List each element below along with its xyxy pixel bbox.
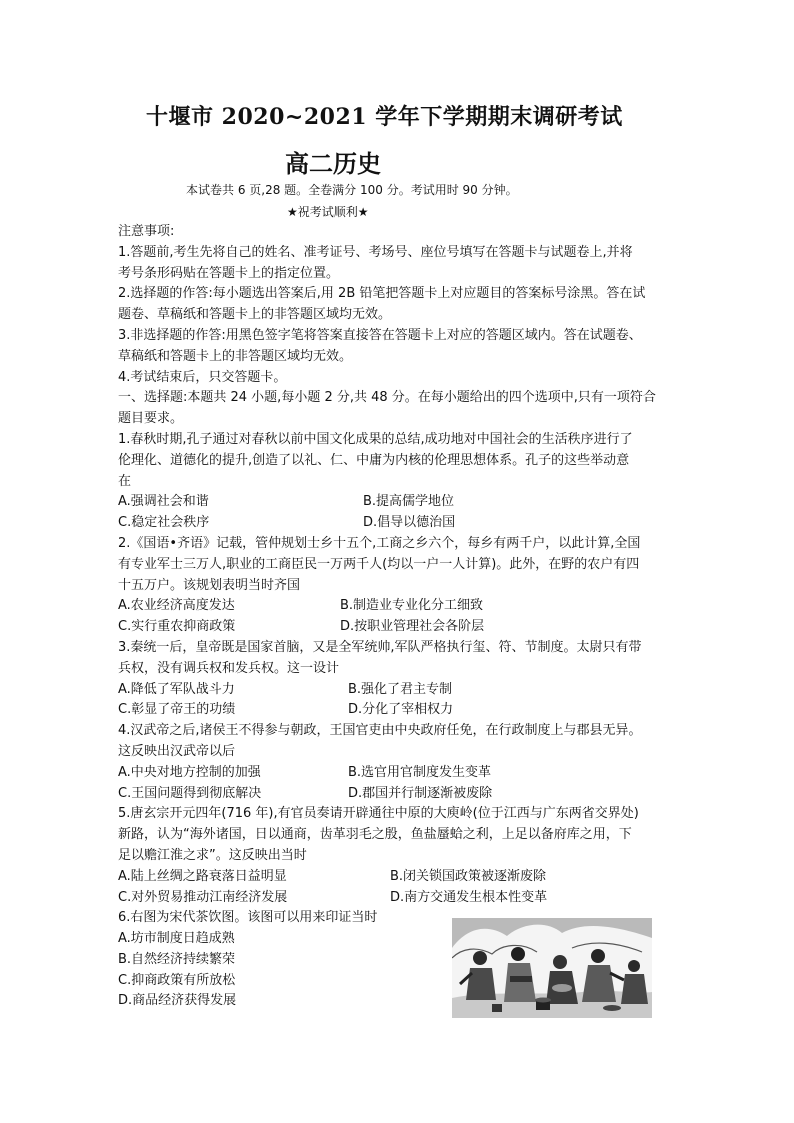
question-2-stem: 有专业军士三万人,职业的工商臣民一万两千人(均以一户一人计算)。此外，在野的农户有四 [118, 556, 640, 572]
question-5-stem: 新路，认为“海外诸国，日以通商，齿革羽毛之殷，鱼盐蜃蛤之利，上足以备府库之用，下 [118, 827, 632, 843]
question-3-options-row [118, 700, 678, 721]
question-4-options-row [118, 763, 678, 784]
question-4-option-d[interactable]: D.郡国并行制逐渐被废除 [348, 785, 493, 801]
question-6-option-b[interactable]: B.自然经济持续繁荣 [118, 951, 236, 967]
question-1-options-row [118, 513, 678, 534]
exam-info: 本试卷共 6 页,28 题。全卷满分 100 分。考试用时 90 分钟。 [186, 183, 518, 197]
question-1-stem: 在 [118, 473, 132, 489]
question-5-option-d[interactable]: D.南方交通发生根本性变革 [390, 889, 548, 905]
notice-line: 草稿纸和答题卡上的非答题区域均无效。 [118, 348, 353, 364]
question-1-option-c[interactable]: C.稳定社会秩序 [118, 515, 210, 531]
question-2-stem: 2.《国语•齐语》记载，管仲规划士乡十五个,工商之乡六个，每乡有两千户，以此计算,全国 [118, 535, 641, 551]
question-1-option-a[interactable]: A.强调社会和谐 [118, 494, 209, 510]
question-5-option-c[interactable]: C.对外贸易推动江南经济发展 [118, 889, 288, 905]
question-3-option-a[interactable]: A.降低了军队战斗力 [118, 681, 235, 697]
question-4-option-a[interactable]: A.中央对地方控制的加强 [118, 764, 261, 780]
question-5-options-row [118, 888, 678, 909]
question-2-options-row [118, 596, 678, 617]
notice-line: 3.非选择题的作答:用黑色签字笔将答案直接答在答题卡上对应的答题区域内。答在试题卷、 [118, 327, 642, 343]
question-1-options-row [118, 492, 678, 513]
question-2-option-d[interactable]: D.按职业管理社会各阶层 [340, 619, 485, 635]
section-instruction: 一、选择题:本题共 24 小题,每小题 2 分,共 48 分。在每小题给出的四个选项中,只有一项符合 [118, 390, 656, 406]
question-5-option-a[interactable]: A.陆上丝绸之路衰落日益明显 [118, 868, 287, 884]
question-3-stem: 3.秦统一后，皇帝既是国家首脑，又是全军统帅,军队严格执行玺、符、节制度。太尉只有带 [118, 639, 642, 655]
question-2-stem: 十五万户。该规划表明当时齐国 [118, 577, 301, 593]
exam-title: 十堰市 2020~2021 学年下学期期末调研考试 [146, 104, 623, 130]
question-2-option-b[interactable]: B.制造业专业化分工细致 [340, 598, 484, 614]
subject-title: 高二历史 [285, 149, 381, 178]
question-6-option-d[interactable]: D.商品经济获得发展 [118, 993, 237, 1009]
question-2-option-c[interactable]: C.实行重农抑商政策 [118, 619, 236, 635]
question-3-options-row [118, 680, 678, 701]
question-5-stem: 5.唐玄宗开元四年(716 年),有官员奏请开辟通往中原的大庾岭(位于江西与广东两省交界处) [118, 806, 639, 822]
question-3-option-b[interactable]: B.强化了君主专制 [348, 681, 453, 697]
notice-heading: 注意事项: [118, 224, 175, 239]
song-tea-illustration [452, 918, 652, 1018]
question-4-stem: 4.汉武帝之后,诸侯王不得参与朝政，王国官吏由中央政府任免，在行政制度上与郡县无异。 [118, 723, 642, 739]
notice-line: 4.考试结束后，只交答题卡。 [118, 369, 287, 385]
question-1-stem: 伦理化、道德化的提升,创造了以礼、仁、中庸为内核的伦理思想体系。孔子的这些举动意 [118, 452, 630, 468]
question-6-option-c[interactable]: C.抑商政策有所放松 [118, 972, 236, 988]
notice-line: 考号条形码贴在答题卡上的指定位置。 [118, 265, 340, 281]
exam-body [118, 222, 678, 1012]
question-5-option-b[interactable]: B.闭关锁国政策被逐渐废除 [390, 868, 547, 884]
section-instruction: 题目要求。 [118, 411, 184, 427]
question-6-stem: 6.右图为宋代茶饮图。该图可以用来印证当时 [118, 910, 378, 926]
notice-line: 题卷、草稿纸和答题卡上的非答题区域均无效。 [118, 307, 392, 323]
question-3-option-d[interactable]: D.分化了宰相权力 [348, 702, 454, 718]
question-1-option-b[interactable]: B.提高儒学地位 [363, 494, 455, 510]
question-1-stem: 1.春秋时期,孔子通过对春秋以前中国文化成果的总结,成功地对中国社会的生活秩序进行了 [118, 431, 633, 447]
question-4-option-c[interactable]: C.王国问题得到彻底解决 [118, 785, 262, 801]
question-4-option-b[interactable]: B.选官用官制度发生变革 [348, 764, 492, 780]
question-3-stem: 兵权，没有调兵权和发兵权。这一设计 [118, 660, 340, 676]
question-4-stem: 这反映出汉武帝以后 [118, 743, 236, 759]
notice-line: 1.答题前,考生先将自己的姓名、准考证号、考场号、座位号填写在答题卡与试题卷上,并将 [118, 244, 633, 260]
notice-line: 2.选择题的作答:每小题选出答案后,用 2B 铅笔把答题卡上对应题目的答案标号涂黑。答在试 [118, 286, 646, 302]
question-4-options-row [118, 784, 678, 805]
question-3-option-c[interactable]: C.彰显了帝王的功绩 [118, 702, 236, 718]
question-1-option-d[interactable]: D.倡导以德治国 [363, 515, 456, 531]
question-5-options-row [118, 867, 678, 888]
question-2-option-a[interactable]: A.农业经济高度发达 [118, 598, 235, 614]
good-luck-line: ★祝考试顺利★ [287, 205, 369, 219]
question-2-options-row [118, 617, 678, 638]
question-6-option-a[interactable]: A.坊市制度日趋成熟 [118, 931, 235, 947]
question-5-stem: 足以赡江淮之求”。这反映出当时 [118, 847, 307, 863]
